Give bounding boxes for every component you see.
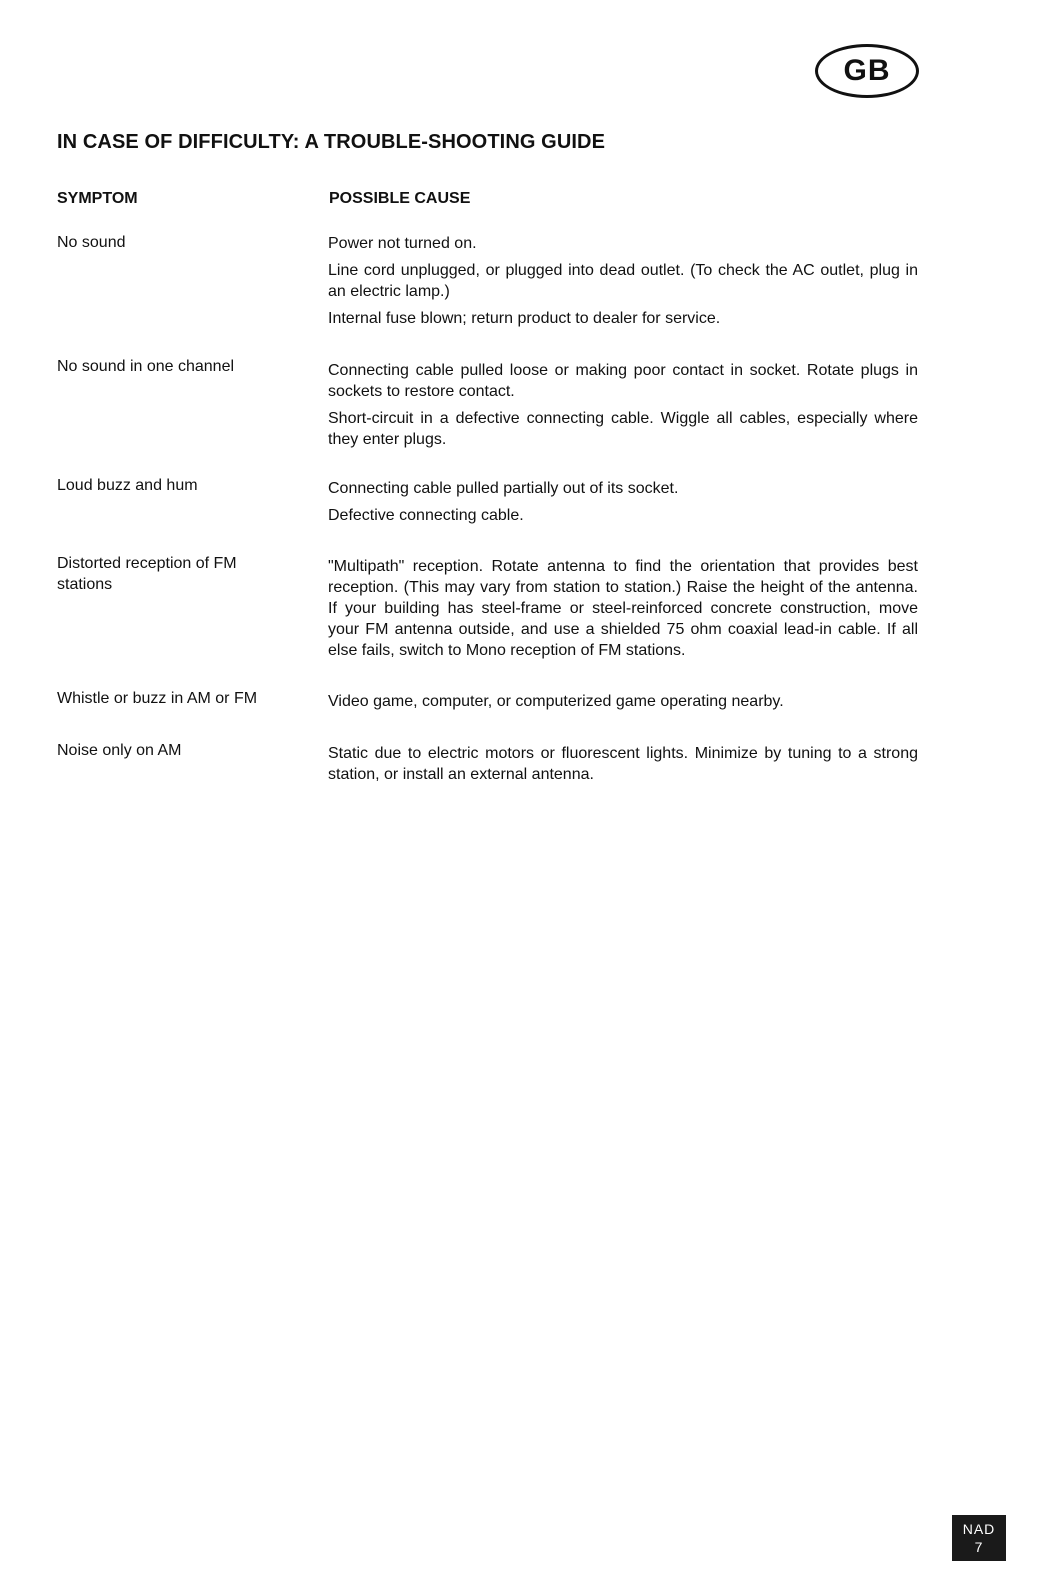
page-number: 7: [974, 1539, 984, 1555]
symptom-whistle-buzz: Whistle or buzz in AM or FM: [57, 690, 258, 707]
causes-no-sound: [328, 233, 918, 335]
causes-no-sound-one-channel: [328, 360, 918, 456]
language-badge: [815, 44, 919, 98]
cause-text: Internal fuse blown; return product to dealer for service.: [328, 310, 721, 327]
cause-text: Connecting cable pulled partially out of its socket.: [328, 480, 679, 497]
brand-page-badge: [952, 1515, 1006, 1561]
symptom-noise-am: Noise only on AM: [57, 742, 182, 759]
cause-text: "Multipath" reception. Rotate antenna to find the orientation that provides best reception. (This may vary from station to station.) Raise the height of the antenna. If your building has steel-frame or steel-reinforced concrete construction, move your FM antenna outside, and use a shielded 75 ohm coaxial lead-in cable. If all else fails, switch to Mono reception of FM stations.: [328, 558, 918, 659]
cause-text: Static due to electric motors or fluorescent lights. Minimize by tuning to a strong station, or install an external antenna.: [328, 745, 918, 783]
symptom-distorted-fm: Distorted reception of FM stations: [57, 555, 237, 593]
brand-label: NAD: [962, 1521, 996, 1537]
cause-text: Short-circuit in a defective connecting cable. Wiggle all cables, especially where they enter plugs.: [328, 410, 918, 448]
symptom-no-sound: No sound: [57, 234, 126, 251]
symptom-loud-buzz-hum: Loud buzz and hum: [57, 477, 198, 494]
cause-column-header: POSSIBLE CAUSE: [329, 190, 471, 207]
causes-whistle-buzz: [328, 691, 918, 718]
causes-loud-buzz-hum: [328, 478, 918, 532]
language-badge-label: GB: [843, 54, 891, 87]
causes-distorted-fm: [328, 556, 918, 667]
causes-noise-am: [328, 743, 918, 791]
cause-text: Video game, computer, or computerized game operating nearby.: [328, 693, 784, 710]
cause-text: Defective connecting cable.: [328, 507, 524, 524]
cause-text: Line cord unplugged, or plugged into dead outlet. (To check the AC outlet, plug in an electric lamp.): [328, 262, 918, 300]
page-title: IN CASE OF DIFFICULTY: A TROUBLE-SHOOTING GUIDE: [57, 131, 606, 153]
symptom-no-sound-one-channel: No sound in one channel: [57, 358, 235, 375]
cause-text: Connecting cable pulled loose or making poor contact in socket. Rotate plugs in sockets to restore contact.: [328, 362, 918, 400]
symptom-column-header: SYMPTOM: [57, 190, 138, 207]
cause-text: Power not turned on.: [328, 235, 477, 252]
